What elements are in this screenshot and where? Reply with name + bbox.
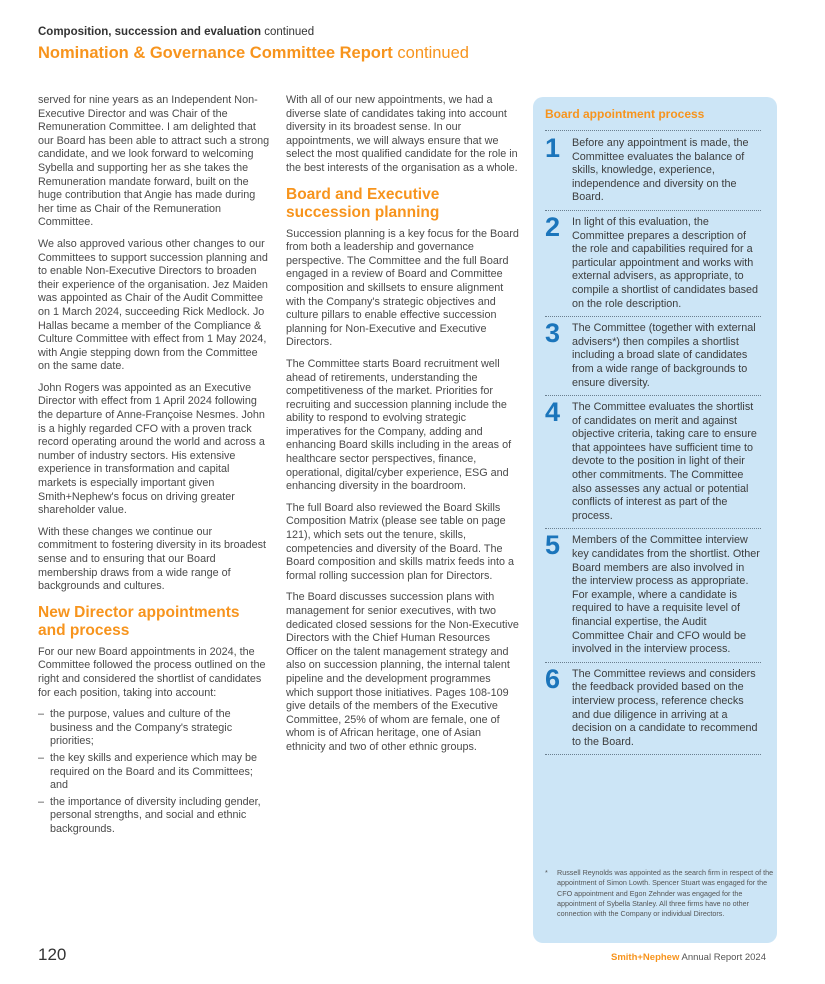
step-text: The Committee evaluates the shortlist of candidates on merit and against objective criteria, taking care to ensure that appointees have sufficient time to devote to the position in light of their other commitments. The Committee also assesses any actual or potential conflicts of interest as part of the process. (572, 401, 757, 522)
section-kicker (38, 26, 314, 38)
section-heading-new-director: New Director appointments and process (38, 603, 240, 639)
middle-column (286, 94, 520, 763)
step-number: 4 (545, 397, 561, 428)
list-item: – the key skills and experience which may be required on the Board and its Committees; and (38, 752, 270, 793)
paragraph: The Board discusses succession plans with management for senior executives, with two dedicated closed sessions for the Non-Executive Directors with the Chief Human Resources Officer on the talent management strategy and also on succession planning, the internal talent pipeline and the development programmes which support those initiatives. Pages 108-109 give details of the members of the Executive Committee, 25% of whom are female, one of whom is of African heritage, one of Asian ethnicity and two of other ethnic groups. (286, 591, 519, 753)
kicker-continued: continued (264, 26, 315, 38)
section-heading-succession: Board and Executive succession planning (286, 185, 440, 221)
left-column (38, 94, 270, 840)
process-step-3 (545, 317, 761, 396)
page-number: 120 (38, 945, 67, 964)
footnote (545, 868, 779, 919)
list-item: – the purpose, values and culture of the business and the Company's strategic priorities; (38, 708, 270, 749)
paragraph: We also approved various other changes to our Committees to support succession planning and to enable Non-Executive Directors to broaden their experience of the organisation. Jez Maiden was appointed as Chair of the Audit Committee on 1 March 2024, succeeding Rick Medlock. Jo Hallas became a member of the Compliance & Culture Committee with effect from 1 May 2024, with Angie stepping down from the Committee on the same date. (38, 237, 268, 373)
paragraph: The full Board also reviewed the Board Skills Composition Matrix (please see table on page 121), which sets out the tenure, skills, competencies and diversity of the Board. The Board composition and skills matrix feeds into a formal rolling succession plan for Directors. (286, 501, 515, 582)
list-item: – the importance of diversity including gender, personal strengths, and social and ethnic backgrounds. (38, 796, 270, 837)
page-title (38, 44, 469, 63)
paragraph: John Rogers was appointed as an Executive Director with effect from 1 April 2024 following the departure of Anne-Françoise Nesmes. John is a highly regarded CFO with a proven track record operating around the world and across a number of industry sectors. His extensive experience in transformation and capital markets is especially important given Smith+Nephew's focus on driving greater shareholder value. (38, 381, 265, 517)
paragraph: For our new Board appointments in 2024, the Committee followed the process outlined on the right and considered the shortlist of candidates for each position, taking into account: (38, 645, 266, 699)
footnote-text: Russell Reynolds was appointed as the search firm in respect of the appointment of Simon Lowth. Spencer Stuart was engaged for the CFO appointment and Egon Zehnder was engaged for the appointment of Sybella Stanley. All three firms have no other connection with the Company or individual Directors. (557, 868, 774, 919)
step-number: 2 (545, 211, 561, 242)
board-appointment-process-panel (533, 97, 777, 943)
brand-name: Smith+Nephew (610, 952, 680, 963)
paragraph: With all of our new appointments, we had a diverse slate of candidates taking into account diversity in its broadest sense. In our appointments, we will always ensure that we select the most qualified candidate for the role in the best interests of the organisation as a whole. (286, 94, 518, 174)
paragraph: served for nine years as an Independent Non-Executive Director and was Chair of the Remuneration Committee. I am delighted that our Board has been able to attract such a strong candidate, and we look forward to welcoming Sybella and supporting her as she takes the Remuneration mandate forward, built on the huge contribution that Angie has made during her time as Chair of the Remuneration Committee. (38, 94, 270, 229)
report-name: Annual Report 2024 (681, 952, 766, 963)
step-number: 5 (545, 530, 561, 561)
step-number: 3 (545, 318, 561, 349)
title-text: Nomination & Governance Committee Report (38, 44, 393, 62)
process-step-2 (545, 211, 761, 317)
criteria-list (38, 708, 270, 836)
step-text: The Committee (together with external advisers*) then compiles a shortlist including a broad slate of candidates from a wide range of backgrounds to ensure diversity. (572, 322, 756, 389)
panel-title: Board appointment process (545, 107, 705, 121)
step-text: In light of this evaluation, the Committee prepares a description of the role and capabilities required for a particular appointment and works with external advisers, as appropriate, to compile a shortlist of candidates based on the role description. (572, 215, 759, 310)
process-steps (545, 132, 761, 755)
process-step-6 (545, 663, 761, 756)
step-number: 1 (545, 133, 561, 163)
step-text: Before any appointment is made, the Committee evaluates the balance of skills, knowledge, experience, independence and diversity on the Board. (572, 137, 749, 204)
page-footer (611, 952, 766, 963)
divider (545, 130, 761, 131)
footnote-mark: * (545, 868, 548, 877)
paragraph: With these changes we continue our commitment to fostering diversity in its broadest sense and to ensuring that our Board membership draws from a wide range of backgrounds and cultures. (38, 525, 267, 593)
step-text: Members of the Committee interview key candidates from the shortlist. Other Board members are also involved in the interview process as appropriate. For example, where a candidate is required to have a requisite level of financial expertise, the Audit Committee Chair and CFO would be involved in the interview process. (572, 534, 760, 656)
process-step-5 (545, 529, 761, 662)
process-step-1 (545, 132, 761, 211)
paragraph: The Committee starts Board recruitment well ahead of retirements, understanding the competitiveness of the market. Priorities for recruiting and succession planning include the ability to respond to evolving strategic imperatives for the Company, adding and enhancing Board skills including in the areas of healthcare sector perspectives, finance, operational, digital/cyber experience, ESG and enhancing diversity in the boardroom. (286, 357, 512, 493)
kicker-text: Composition, succession and evaluation (38, 26, 262, 38)
paragraph: Succession planning is a key focus for the Board from both a leadership and governance perspective. The Committee and the full Board engaged in a review of Board and Committee composition and skillsets to ensure alignment with the Company's strategic objectives and culture pillars to enable effective succession planning for Non-Executive and Executive Directors. (286, 227, 519, 349)
process-step-4 (545, 396, 761, 529)
title-continued: continued (397, 44, 469, 62)
step-number: 6 (545, 663, 561, 694)
step-text: The Committee reviews and considers the feedback provided based on the interview process, reference checks and due diligence in arriving at a decision on a candidate to recommend to the Board. (572, 667, 758, 748)
